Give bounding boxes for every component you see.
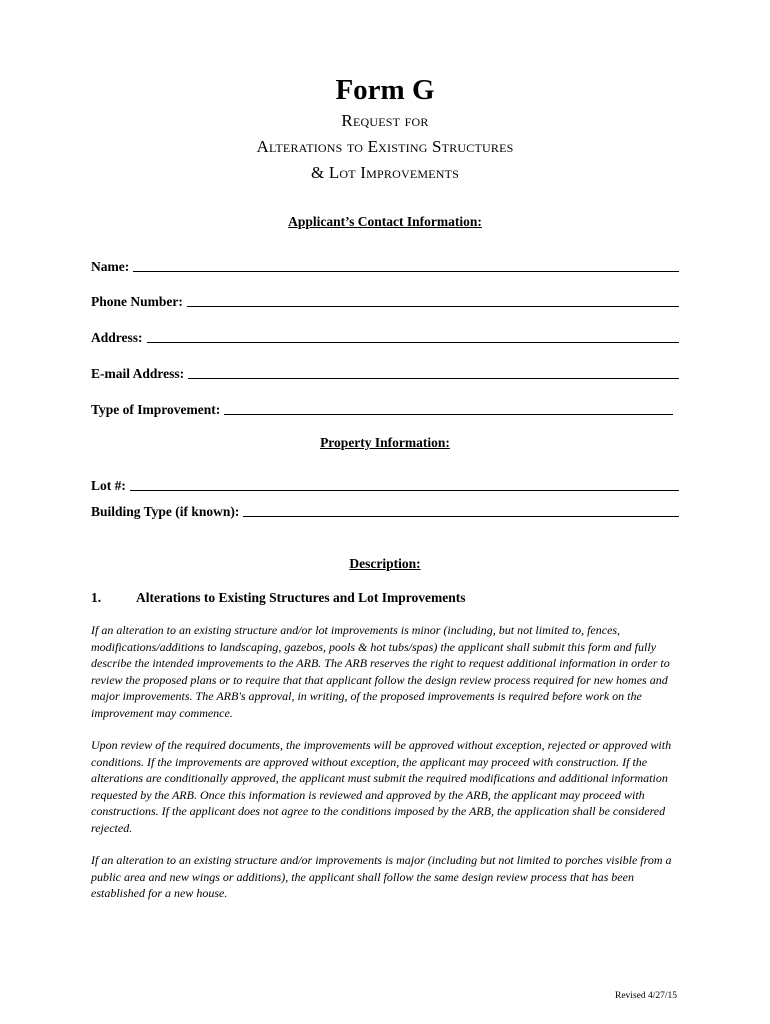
name-input-line[interactable] (133, 257, 679, 272)
address-label: Address: (91, 330, 143, 345)
improvement-type-input-line[interactable] (224, 400, 673, 415)
improvement-type-label: Type of Improvement: (91, 402, 221, 417)
name-label: Name: (91, 259, 130, 274)
lot-label: Lot #: (91, 478, 126, 493)
phone-input-line[interactable] (187, 292, 679, 307)
paragraph-minor-alterations: If an alteration to an existing structure and/or lot improvements is minor (including, but not limited to, fences, modifications/additions to landscaping, gazebos, pools & hot tubs/spas) the applicant shall submit this form and fully describe the intended improvements to the ARB. The ARB reserves the right to request additional information in order to review the proposed plans or to require that that applicant follow the design review process required for new homes and major improvements. The ARB's approval, in writing, of the proposed improvements is required before work on the improvement may commence. (91, 623, 670, 720)
paragraph-major-alterations: If an alteration to an existing structure and/or improvements is major (including but not limited to porches visible from a public area and new wings or additions), the applicant shall follow the same design review process that has been established for a new house. (91, 853, 672, 900)
revised-date: Revised 4/27/15 (615, 991, 678, 1001)
building-type-input-line[interactable] (243, 502, 679, 517)
lot-input-line[interactable] (130, 476, 679, 491)
form-subtitle-line-3: & Lot Improvements (310, 163, 460, 182)
name-field-row[interactable] (91, 255, 679, 275)
email-input-line[interactable] (188, 364, 679, 379)
description-section-heading: Description: (349, 556, 421, 571)
building-type-field-row[interactable] (91, 500, 679, 520)
email-label: E-mail Address: (91, 366, 185, 381)
phone-label: Phone Number: (91, 294, 183, 309)
address-input-line[interactable] (147, 328, 679, 343)
form-subtitle-line-1: Request for (341, 111, 429, 130)
property-section-heading: Property Information: (320, 435, 450, 450)
item-title: Alterations to Existing Structures and Lot Improvements (136, 590, 466, 605)
form-subtitle-line-2: Alterations to Existing Structures (256, 137, 514, 156)
building-type-label: Building Type (if known): (91, 504, 240, 519)
lot-field-row[interactable] (91, 474, 679, 494)
form-title: Form G (335, 74, 435, 106)
phone-field-row[interactable] (91, 290, 679, 310)
applicant-section-heading: Applicant’s Contact Information: (288, 214, 482, 229)
address-field-row[interactable] (91, 326, 679, 346)
paragraph-review-process: Upon review of the required documents, the improvements will be approved without exception, rejected or approved with conditions. If the improvements are approved without exception, the applicant may proceed with construction. If the alterations are conditionally approved, the applicant must submit the required modifications and additional information requested by the ARB. Once this information is reviewed and approved by the ARB, the applicant may proceed with constructions. If the applicant does not agree to the conditions imposed by the ARB, the application shall be considered rejected. (91, 738, 672, 835)
item-number: 1. (91, 590, 102, 605)
email-field-row[interactable] (91, 362, 679, 382)
improvement-type-field-row[interactable] (91, 398, 673, 418)
